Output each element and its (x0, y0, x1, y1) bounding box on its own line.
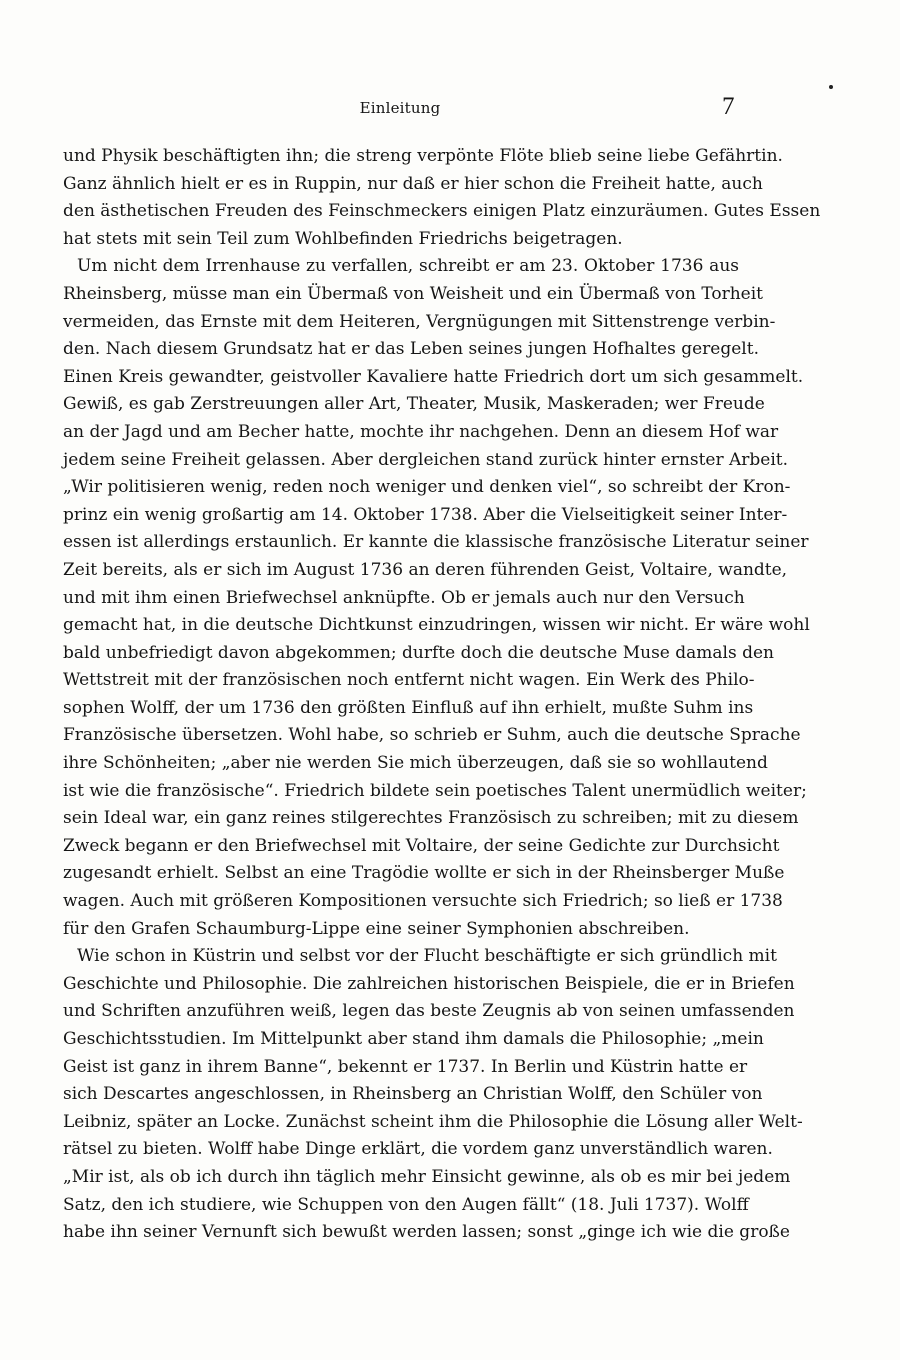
text-line: Geschichtsstudien. Im Mittelpunkt aber stand ihm damals die Philosophie; „mein (63, 1029, 764, 1049)
text-line: prinz ein wenig großartig am 14. Oktober 1738. Aber die Vielseitigkeit seiner Inter- (63, 504, 788, 525)
text-line: wagen. Auch mit größeren Kompositionen versuchte sich Friedrich; so ließ er 1738 (63, 891, 783, 912)
text-line: und Physik beschäftigten ihn; die streng verpönte Flöte blieb seine liebe Gefährtin. (63, 146, 783, 166)
running-title: Einleitung (359, 99, 441, 117)
text-line: Französische übersetzen. Wohl habe, so schrieb er Suhm, auch die deutsche Sprache (63, 725, 801, 746)
text-line: ist wie die französische“. Friedrich bildete sein poetisches Talent unermüdlich weiter; (63, 780, 807, 801)
text-line: Geschichte und Philosophie. Die zahlreichen historischen Beispiele, die er in Briefen (63, 973, 795, 994)
text-line: essen ist allerdings erstaunlich. Er kannte die klassische französische Literatur seiner (63, 532, 809, 553)
text-line: jedem seine Freiheit gelassen. Aber dergleichen stand zurück hinter ernster Arbeit. (63, 449, 789, 470)
text-line: Ganz ähnlich hielt er es in Ruppin, nur daß er hier schon die Freiheit hatte, auch (63, 173, 763, 194)
text-line: bald unbefriedigt davon abgekommen; durfte doch die deutsche Muse damals den (63, 642, 774, 663)
paragraph (63, 253, 810, 943)
text-line: habe ihn seiner Vernunft sich bewußt werden lassen; sonst „ginge ich wie die große (63, 1222, 790, 1243)
running-head (0, 93, 900, 123)
text-line: gemacht hat, in die deutsche Dichtkunst einzudringen, wissen wir nicht. Er wäre wohl (63, 615, 810, 636)
paragraph (63, 143, 821, 253)
text-line: an der Jagd und am Becher hatte, mochte ihr nachgehen. Denn an diesem Hof war (63, 421, 779, 442)
text-line: vermeiden, das Ernste mit dem Heiteren, Vergnügungen mit Sittenstrenge verbin- (63, 311, 776, 332)
text-line: Wettstreit mit der französischen noch entfernt nicht wagen. Ein Werk des Philo- (63, 670, 755, 691)
text-line: Leibniz, später an Locke. Zunächst scheint ihm die Philosophie die Lösung aller Welt- (63, 1111, 803, 1132)
body-text (63, 143, 821, 1247)
text-line: Rheinsberg, müsse man ein Übermaß von Weisheit und ein Übermaß von Torheit (63, 283, 764, 304)
text-line: rätsel zu bieten. Wolff habe Dinge erklärt, die vordem ganz unverständlich waren. (63, 1139, 773, 1160)
text-line: Satz, den ich studiere, wie Schuppen von den Augen fällt“ (18. Juli 1737). Wolff (63, 1194, 749, 1215)
text-line: und Schriften anzuführen weiß, legen das beste Zeugnis ab von seinen umfassenden (63, 1001, 795, 1022)
text-line: zugesandt erhielt. Selbst an eine Tragödie wollte er sich in der Rheinsberger Muße (63, 863, 785, 884)
text-line: „Wir politisieren wenig, reden noch weniger und denken viel“, so schreibt der Kron- (63, 477, 791, 498)
text-line: ihre Schönheiten; „aber nie werden Sie mich überzeugen, daß sie so wohllautend (63, 753, 768, 774)
text-line: den. Nach diesem Grundsatz hat er das Leben seines jungen Hofhaltes geregelt. (63, 339, 759, 360)
scan-speck (829, 85, 833, 89)
text-line: „Mir ist, als ob ich durch ihn täglich mehr Einsicht gewinne, als ob es mir bei jedem (63, 1166, 791, 1187)
text-line: sein Ideal war, ein ganz reines stilgerechtes Französisch zu schreiben; mit zu diesem (63, 808, 799, 829)
text-line: Um nicht dem Irrenhause zu verfallen, schreibt er am 23. Oktober 1736 aus (77, 256, 739, 277)
page-number: 7 (722, 93, 735, 120)
paragraph (63, 943, 803, 1247)
text-line: sophen Wolff, der um 1736 den größten Einfluß auf ihn erhielt, mußte Suhm ins (63, 697, 754, 718)
text-line: und mit ihm einen Briefwechsel anknüpfte. Ob er jemals auch nur den Versuch (63, 587, 745, 608)
text-line: für den Grafen Schaumburg-Lippe eine seiner Symphonien abschreiben. (63, 918, 690, 939)
text-line: sich Descartes angeschlossen, in Rheinsberg an Christian Wolff, den Schüler von (63, 1084, 763, 1105)
text-line: Wie schon in Küstrin und selbst vor der Flucht beschäftigte er sich gründlich mit (77, 946, 777, 967)
text-line: Geist ist ganz in ihrem Banne“, bekennt er 1737. In Berlin und Küstrin hatte er (63, 1056, 748, 1077)
text-line: Gewiß, es gab Zerstreuungen aller Art, Theater, Musik, Maskeraden; wer Freude (63, 394, 765, 415)
text-line: Zeit bereits, als er sich im August 1736 an deren führenden Geist, Voltaire, wandte, (63, 559, 788, 580)
text-line: Einen Kreis gewandter, geistvoller Kavaliere hatte Friedrich dort um sich gesammelt. (63, 366, 804, 387)
text-line: Zweck begann er den Briefwechsel mit Voltaire, der seine Gedichte zur Durchsicht (63, 835, 780, 856)
text-line: den ästhetischen Freuden des Feinschmeckers einigen Platz einzuräumen. Gutes Essen (63, 201, 821, 222)
text-line: hat stets mit sein Teil zum Wohlbefinden Friedrichs beigetragen. (63, 228, 623, 249)
